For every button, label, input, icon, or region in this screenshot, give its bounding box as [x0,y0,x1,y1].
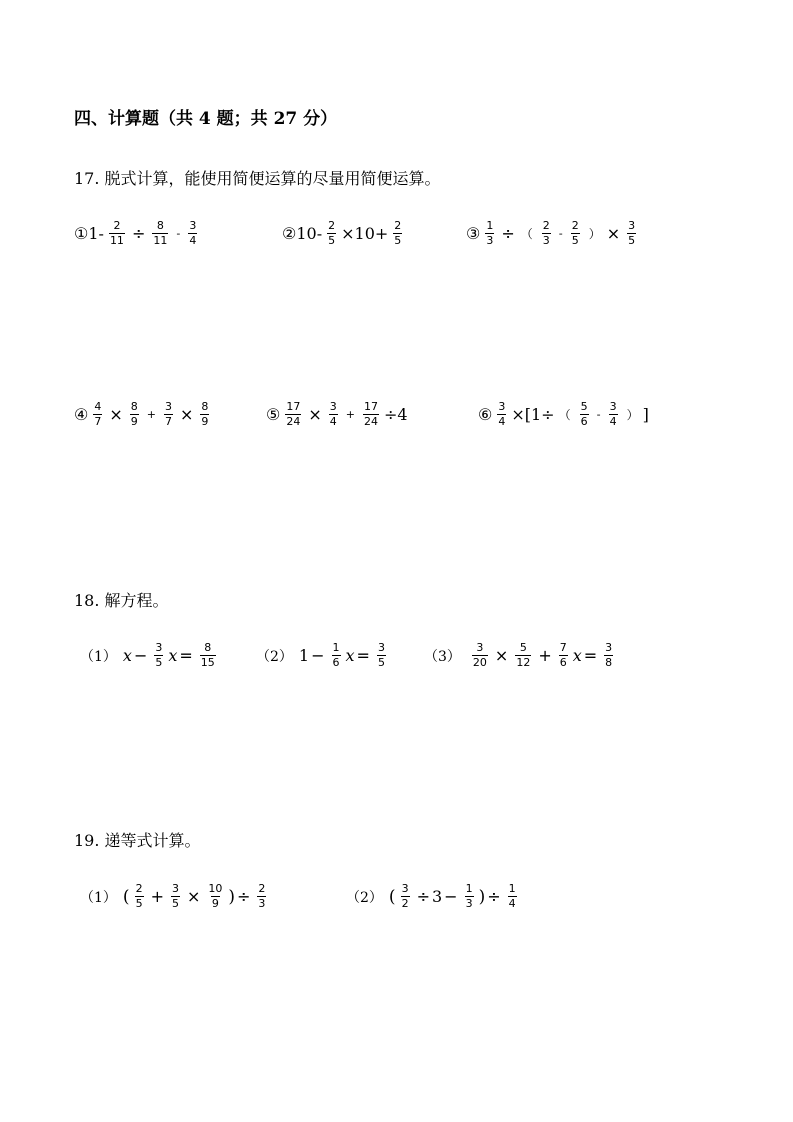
fraction [130,401,139,428]
term: 3 [431,887,443,906]
variable: x [345,646,355,665]
term: ×[1÷ [511,405,555,424]
fraction [609,401,618,428]
fraction [472,642,488,669]
operator: = [583,646,598,665]
numerator: 3 [628,219,636,232]
paren: ） [588,227,601,241]
fraction [559,642,568,669]
item-label: ⑥ [478,405,493,424]
operator: × [308,405,322,424]
numerator: 8 [130,400,138,413]
numerator: 3 [329,400,337,413]
numerator: 2 [571,219,579,232]
denominator: 24 [363,415,378,428]
operator: ÷ [131,224,146,243]
item-label: （1） [80,648,117,665]
denominator: 6 [559,656,567,669]
denominator: 4 [189,234,197,247]
numerator: 8 [204,641,212,654]
expression-19-1 [80,883,271,910]
numerator: 3 [605,641,613,654]
operator: - [176,227,181,240]
paren: ( [388,886,396,907]
expression-17-2 [282,220,407,247]
numerator: 2 [328,219,336,232]
term: 10- [296,224,323,243]
numerator: 3 [155,641,163,654]
numerator: 8 [201,400,209,413]
operator: × [186,887,201,906]
denominator: 9 [201,415,209,428]
denominator: 8 [605,656,613,669]
paren: ) [478,886,486,907]
equation-18-1 [80,642,221,669]
denominator: 20 [472,656,487,669]
fraction [327,220,336,247]
equation-18-2 [256,642,391,669]
expression-17-1 [74,220,202,247]
numerator: 17 [286,400,301,413]
term: ] [642,405,649,424]
fraction [93,401,102,428]
denominator: 3 [258,897,266,910]
expression-17-5 [266,401,408,428]
operator: − [311,646,325,665]
fraction [542,220,551,247]
fraction [164,401,173,428]
term: 1 [298,646,310,665]
operator: - [596,408,601,421]
fraction [200,401,209,428]
numerator: 8 [156,219,164,232]
denominator: 4 [498,415,506,428]
denominator: 4 [609,415,617,428]
denominator: 24 [286,415,301,428]
numerator: 4 [94,400,102,413]
fraction [571,220,580,247]
numerator: 3 [476,641,484,654]
paren: ) [228,886,236,907]
operator: = [356,646,370,665]
fraction [363,401,379,428]
numerator: 3 [377,641,385,654]
fraction [393,220,402,247]
expression-19-2 [346,883,522,910]
item-label: （2） [346,889,383,906]
denominator: 9 [130,415,138,428]
equation-18-3 [424,642,618,669]
denominator: 4 [329,415,337,428]
fraction [497,401,506,428]
denominator: 9 [211,897,219,910]
denominator: 2 [401,897,409,910]
fraction [465,883,474,910]
operator: − [133,646,148,665]
term: ÷4 [383,405,408,424]
numerator: 1 [486,219,494,232]
paren: ） [626,408,639,422]
denominator: 5 [394,234,402,247]
denominator: 11 [109,234,124,247]
fraction [257,883,266,910]
fraction [508,883,517,910]
numerator: 3 [189,219,197,232]
operator: × [179,405,194,424]
item-label: ② [282,224,297,243]
item-label: （2） [256,648,293,665]
operator: - [558,227,563,240]
paren: （ [558,408,571,422]
operator: − [444,887,458,906]
numerator: 3 [498,400,506,413]
item-label: ③ [466,224,481,243]
denominator: 5 [628,234,636,247]
numerator: 1 [508,882,516,895]
numerator: 10 [208,882,223,895]
operator: + [345,408,355,421]
operator: × [606,224,621,243]
denominator: 5 [155,656,163,669]
denominator: 5 [571,234,579,247]
numerator: 7 [559,641,567,654]
operator: = [179,646,193,665]
denominator: 12 [516,656,531,669]
numerator: 3 [401,882,409,895]
fraction [135,883,144,910]
operator: × [109,405,123,424]
item-label: （1） [80,889,117,906]
fraction [109,220,125,247]
denominator: 6 [332,656,340,669]
fraction [515,642,531,669]
expression-17-6 [478,401,649,428]
fraction [152,220,168,247]
numerator: 2 [542,219,550,232]
question-19-title: 19. 递等式计算。 [74,831,201,850]
operator: × [494,646,509,665]
fraction [154,642,163,669]
numerator: 1 [465,882,473,895]
numerator: 2 [113,219,121,232]
numerator: 3 [609,400,617,413]
item-label: ⑤ [266,405,281,424]
operator: ÷ [487,887,501,906]
denominator: 4 [508,897,516,910]
fraction [200,642,216,669]
fraction [377,642,386,669]
denominator: 3 [542,234,550,247]
denominator: 7 [94,415,102,428]
variable: x [168,646,178,665]
fraction [604,642,613,669]
denominator: 7 [164,415,172,428]
numerator: 1 [332,641,340,654]
numerator: 2 [258,882,266,895]
item-label: ① [74,224,89,243]
fraction [171,883,180,910]
term: ×10+ [341,224,389,243]
denominator: 15 [200,656,215,669]
numerator: 3 [171,882,179,895]
denominator: 6 [580,415,588,428]
operator: ÷ [501,224,515,243]
numerator: 5 [580,400,588,413]
denominator: 5 [135,897,143,910]
operator: ÷ [237,887,251,906]
question-17-title: 17. 脱式计算，能使用简便运算的尽量用简便运算。 [74,169,441,188]
item-label: （3） [424,648,461,665]
denominator: 5 [171,897,179,910]
numerator: 2 [135,882,143,895]
denominator: 5 [328,234,336,247]
numerator: 5 [519,641,527,654]
operator: ÷ [416,887,430,906]
fraction [285,401,301,428]
expression-17-3 [466,220,641,247]
numerator: 2 [394,219,402,232]
numerator: 3 [164,400,172,413]
denominator: 5 [377,656,385,669]
fraction [401,883,410,910]
expression-17-4 [74,401,214,428]
denominator: 3 [486,234,494,247]
paren: ( [122,886,130,907]
numerator: 17 [363,400,378,413]
fraction [580,401,589,428]
question-18-title: 18. 解方程。 [74,591,169,610]
fraction [485,220,494,247]
fraction [627,220,636,247]
fraction [188,220,197,247]
fraction [329,401,338,428]
denominator: 11 [153,234,168,247]
operator: + [146,408,156,421]
section-heading: 四、计算题（共 4 题；共 27 分） [74,109,338,129]
paren: （ [520,227,533,241]
fraction [207,883,223,910]
denominator: 3 [465,897,473,910]
term: 1- [88,224,104,243]
operator: + [150,887,164,906]
variable: x [572,646,582,665]
item-label: ④ [74,405,89,424]
variable: x [122,646,132,665]
fraction [332,642,341,669]
operator: + [538,646,552,665]
